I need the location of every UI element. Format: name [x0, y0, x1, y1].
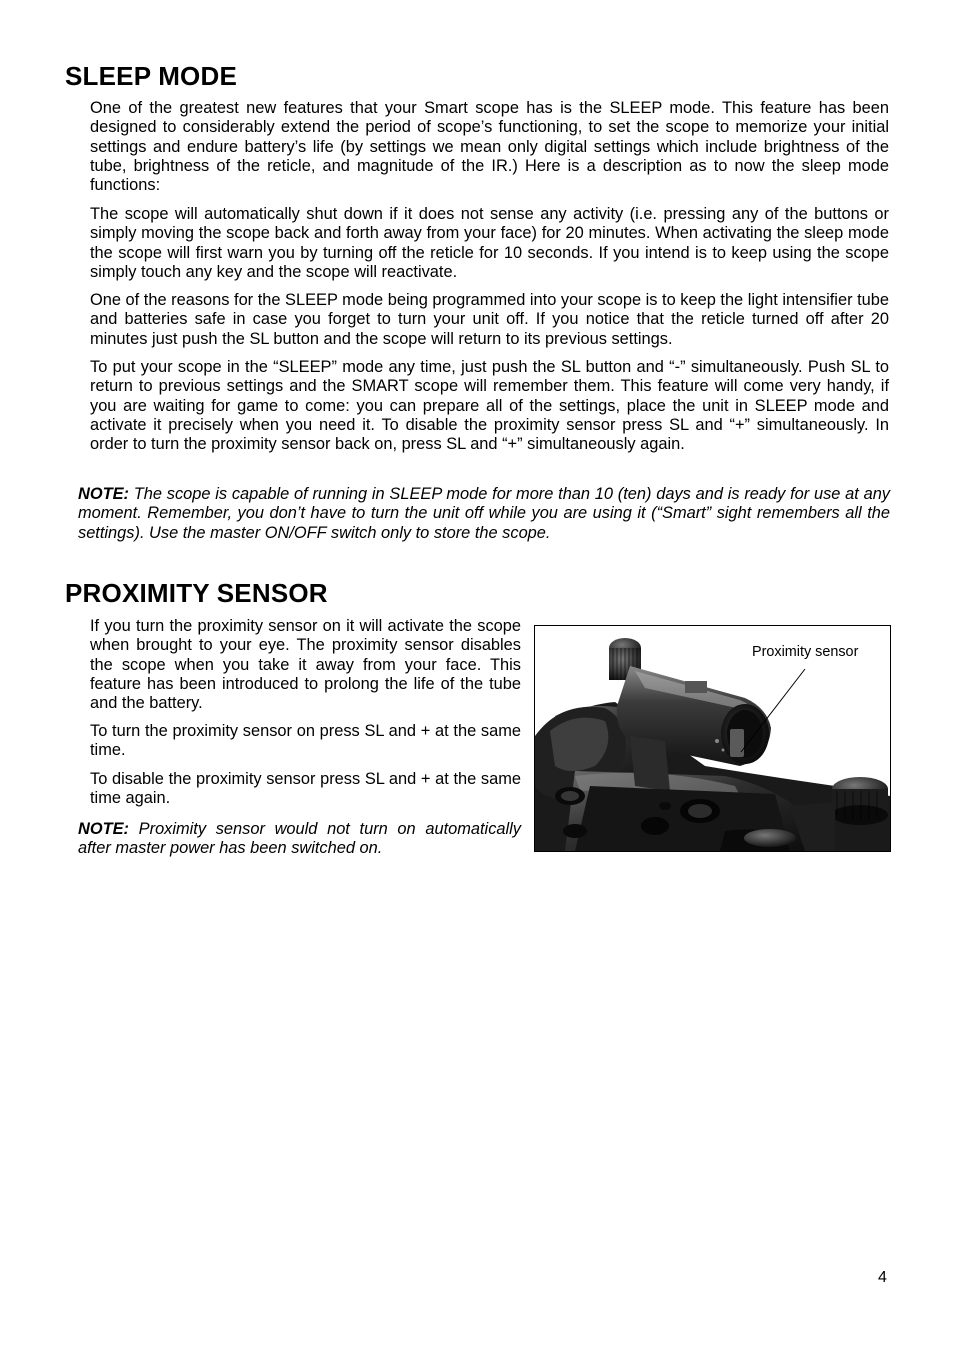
sleep-note-label: NOTE: — [78, 485, 129, 503]
sleep-paragraph-4: To put your scope in the “SLEEP” mode any time, just push the SL button and “-” simultaneously. Push SL to return to previous settings and the SMART scope will remember them. This feature will come very handy, if you are waiting for game to come: you can prepare all of the settings, place the unit in SLEEP mode and activate it precisely when you need it. To disable the proximity sensor press SL and “+” simultaneously. In order to turn the proximity sensor back on, press SL and “+” simultaneously again. — [90, 358, 889, 454]
proximity-note-label: NOTE: — [78, 820, 129, 838]
proximity-note-text: Proximity sensor would not turn on automatically after master power has been switched on. — [78, 820, 521, 858]
sleep-paragraph-2: The scope will automatically shut down if it does not sense any activity (i.e. pressing any of the buttons or simply moving the scope back and forth away from your face) for 20 minutes. When activating the sleep mode the scope will first warn you by turning off the reticle for 10 seconds. If you intend is to keep using the scope simply touch any key and the scope will reactivate. — [90, 205, 889, 281]
sleep-note — [78, 485, 890, 543]
sleep-paragraph-1: One of the greatest new features that your Smart scope has is the SLEEP mode. This feature has been designed to considerably extend the period of scope’s functioning, to set the scope to memorize your initial settings and endure battery’s life (by settings we mean only digital settings which include brightness of the tube, brightness of the reticle, and magnitude of the IR.) Here is a description as to now the sleep mode functions: — [90, 99, 889, 195]
page-number: 4 — [878, 1269, 887, 1286]
heading-sleep-mode: SLEEP MODE — [65, 61, 238, 91]
photo-label-proximity-sensor: Proximity sensor — [752, 644, 859, 660]
proximity-paragraph-3: To disable the proximity sensor press SL and + at the same time again. — [90, 770, 521, 808]
proximity-paragraph-2: To turn the proximity sensor on press SL and + at the same time. — [90, 722, 521, 760]
proximity-paragraph-1: If you turn the proximity sensor on it will activate the scope when brought to your eye. The proximity sensor disables the scope when you take it away from your face. This feature has been introduced to prolong the life of the tube and the battery. — [90, 617, 521, 713]
proximity-note — [78, 820, 521, 859]
heading-proximity-sensor: PROXIMITY SENSOR — [65, 578, 328, 608]
sleep-note-text: The scope is capable of running in SLEEP mode for more than 10 (ten) days and is ready for use at any moment. Remember, you don’t have to turn the unit off while you are using it (“Smart” sight remembers all the settings). Use the master ON/OFF switch only to store the scope. — [78, 485, 890, 542]
sleep-paragraph-3: One of the reasons for the SLEEP mode being programmed into your scope is to keep the light intensifier tube and batteries safe in case you forget to turn your unit off. If you notice that the reticle turned off after 20 minutes just push the SL button and the scope will return to its previous settings. — [90, 291, 889, 348]
